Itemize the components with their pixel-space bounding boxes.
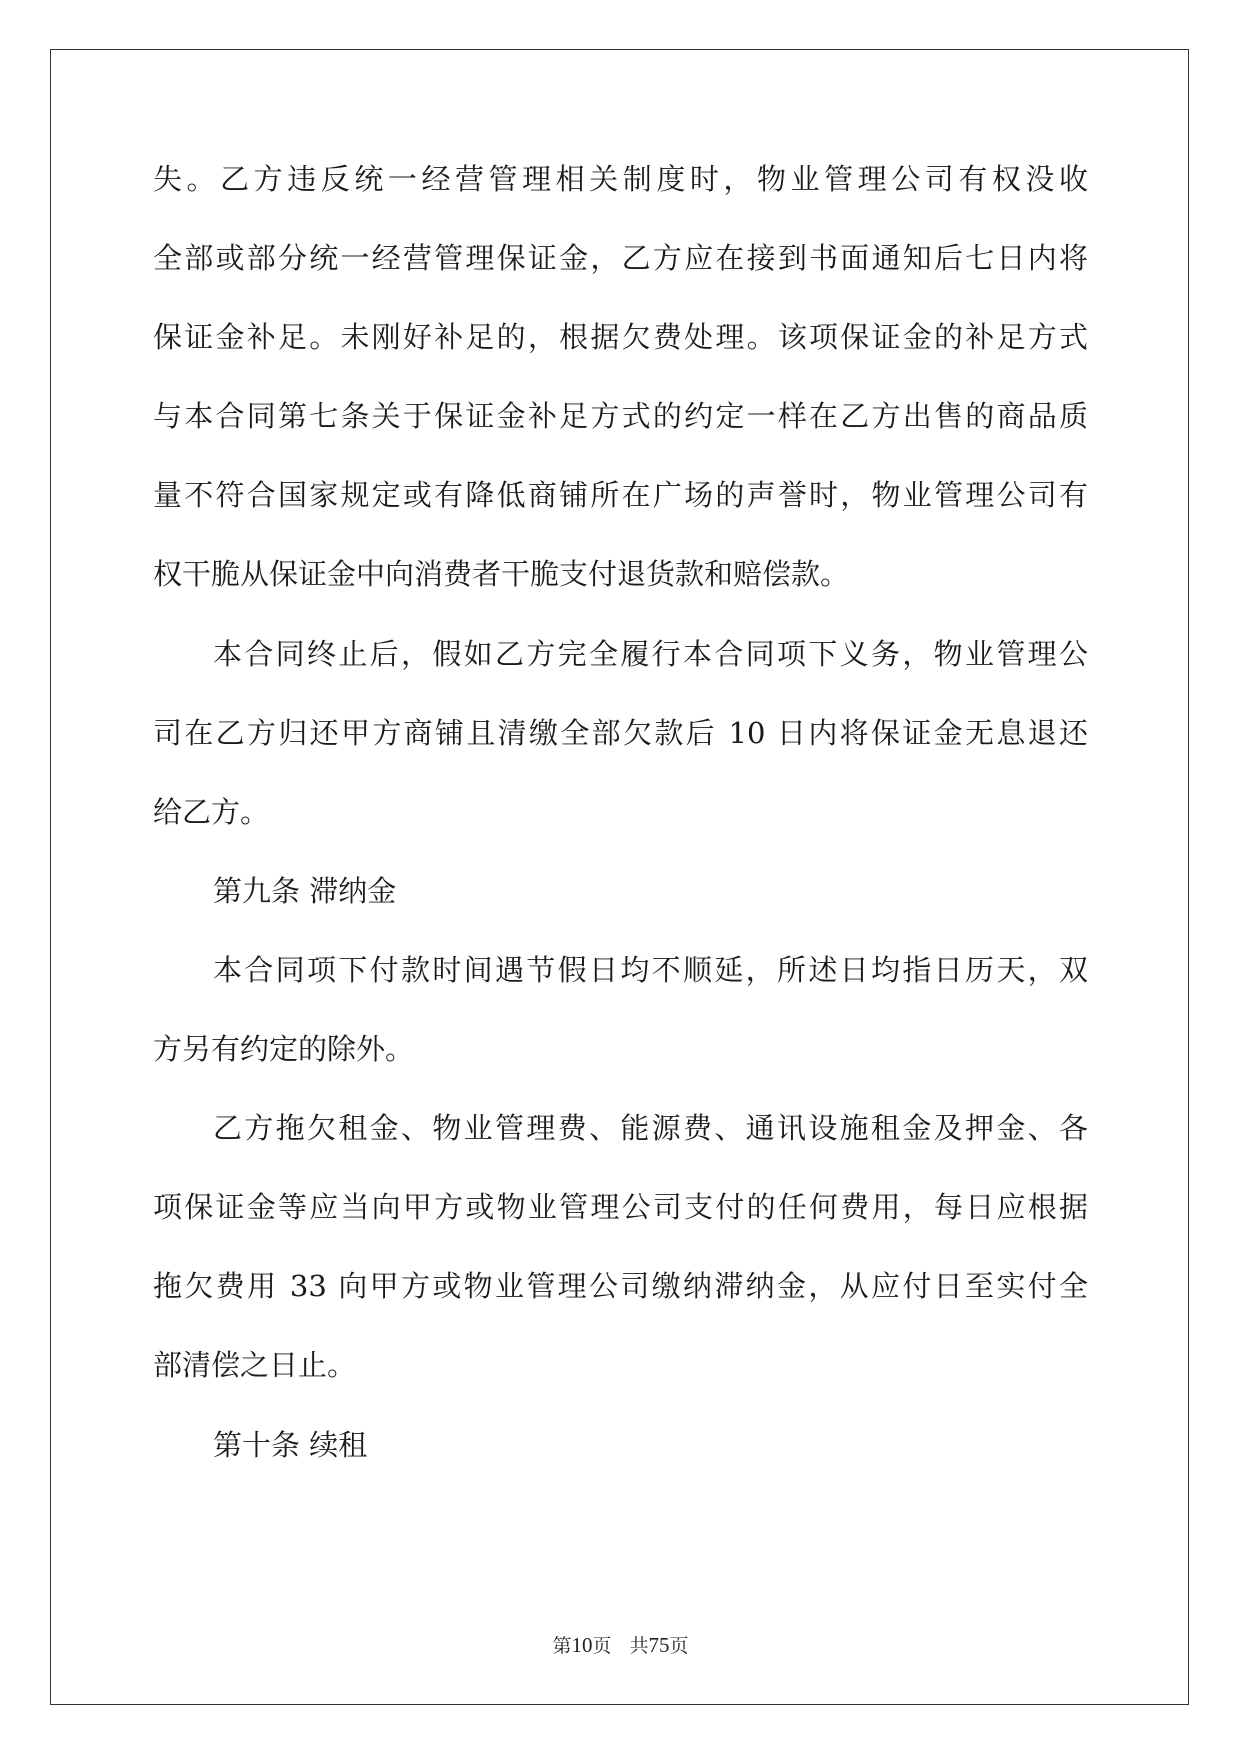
text-line: 保证金补足。未刚好补足的，根据欠费处理。该项保证金的补足方式 bbox=[153, 320, 1088, 355]
text-line: 司在乙方归还甲方商铺且清缴全部欠款后 10 日内将保证金无息退还 bbox=[153, 715, 1088, 750]
section-heading: 第十条 续租 bbox=[213, 1427, 368, 1462]
footer-total-prefix: 共 bbox=[629, 1636, 649, 1657]
paragraph-first-line: 本合同终止后，假如乙方完全履行本合同项下义务，物业管理公 bbox=[213, 636, 1088, 671]
paragraph-first-line: 乙方拖欠租金、物业管理费、能源费、通讯设施租金及押金、各 bbox=[213, 1111, 1088, 1146]
text-line: 给乙方。 bbox=[153, 794, 270, 829]
section-heading: 第九条 滞纳金 bbox=[213, 873, 397, 908]
footer-current-page: 10 bbox=[571, 1633, 593, 1657]
text-line: 失。乙方违反统一经营管理相关制度时，物业管理公司有权没收 bbox=[153, 162, 1088, 196]
footer-prefix: 第 bbox=[552, 1636, 572, 1657]
text-line: 与本合同第七条关于保证金补足方式的约定一样在乙方出售的商品质 bbox=[153, 399, 1088, 434]
footer-page-unit: 页 bbox=[592, 1636, 612, 1657]
footer-total-pages: 75 bbox=[648, 1633, 670, 1657]
page-footer bbox=[0, 1631, 1241, 1658]
text-line: 项保证金等应当向甲方或物业管理公司支付的任何费用，每日应根据 bbox=[153, 1190, 1088, 1225]
text-line: 量不符合国家规定或有降低商铺所在广场的声誉时，物业管理公司有 bbox=[153, 478, 1088, 513]
document-body bbox=[153, 161, 1088, 1506]
text-line: 方另有约定的除外。 bbox=[153, 1032, 415, 1067]
footer-total-unit: 页 bbox=[669, 1636, 689, 1657]
paragraph-first-line: 本合同项下付款时间遇节假日均不顺延，所述日均指日历天，双 bbox=[213, 952, 1088, 987]
text-line: 全部或部分统一经营管理保证金，乙方应在接到书面通知后七日内将 bbox=[153, 241, 1088, 276]
text-line: 拖欠费用 33 向甲方或物业管理公司缴纳滞纳金，从应付日至实付全 bbox=[153, 1269, 1088, 1304]
text-line: 部清偿之日止。 bbox=[153, 1348, 357, 1383]
text-line: 权干脆从保证金中向消费者干脆支付退货款和赔偿款。 bbox=[153, 557, 850, 592]
